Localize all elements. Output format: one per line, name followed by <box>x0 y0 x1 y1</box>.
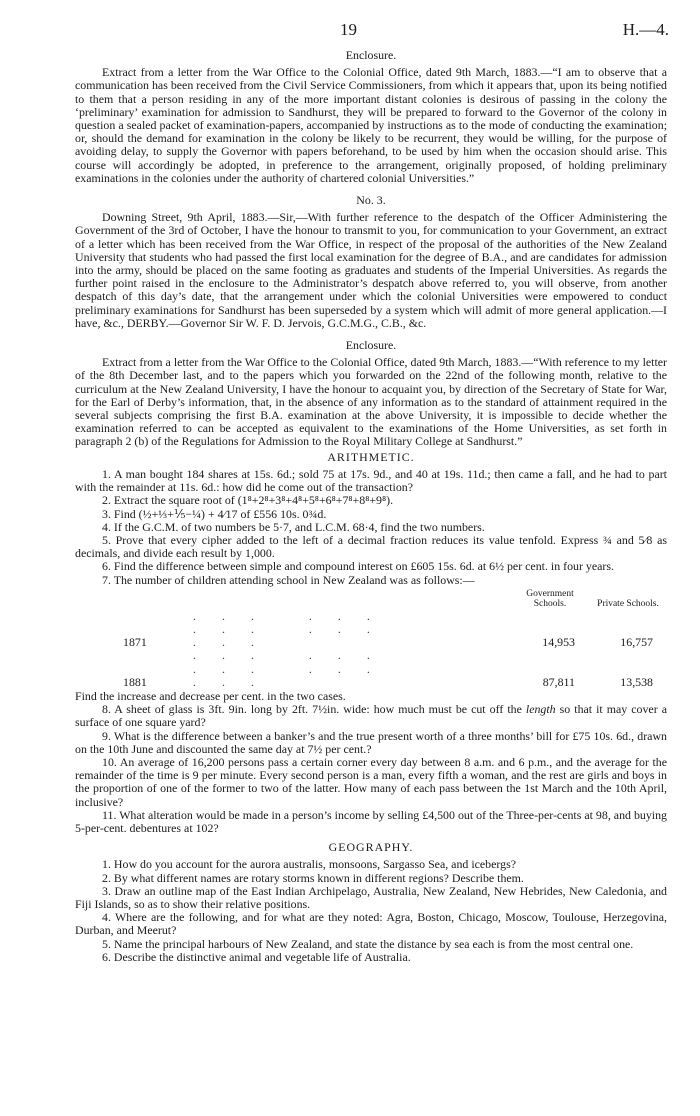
year-cell: 1881 <box>123 674 147 689</box>
question-text: Extract the square root of (1⁸+2⁸+3⁸+4⁸+5⁸+6⁸+7⁸+8⁸+9⁸). <box>113 493 394 508</box>
section-heading: No. 3. <box>356 193 386 208</box>
question-text: Describe the distinctive animal and vegetable life of Australia. <box>113 949 411 964</box>
question-number: 5. <box>102 936 111 951</box>
document-page <box>75 0 667 964</box>
paragraph: Extract from a letter from the War Office to the Colonial Office, dated 9th March, 1883.—“With reference to my letter of the 8th December last, and to the papers which you forwarded on the 22nd of the following month, relative to the curriculum at the New Zealand University, I have the honour to acquaint you, by direction of the Secretary of State for War, for the Earl of Derby’s information, that, in the absence of any information as to the standard of attainment required in the several subjects comprising the first B.A. examination at the above University, it is impossible to decide whether the examination referred to can be accepted as equivalent to the examinations of the Home Universities, as set forth in paragraph 2 (b) of the Regulations for Admission to the Royal Military College at Sandhurst.” <box>75 355 667 449</box>
leader-dots: ... ... ... ... ... <box>193 608 396 650</box>
question-text: Name the principal harbours of New Zealand, and state the distance by sea each is from the most central one. <box>113 936 634 951</box>
question-text: A sheet of glass is 3ft. 9in. long by 2ft. 7½in. wide: how much must be cut off the <box>114 702 526 717</box>
table-row <box>75 649 667 689</box>
question <box>75 951 667 964</box>
question <box>75 534 667 560</box>
question-text: Where are the following, and for what are they noted: Agra, Boston, Chicago, Moscow, Toulouse, Herzegovina, Durban, and Meerut? <box>75 910 667 938</box>
question-number: 6. <box>102 559 111 574</box>
question <box>75 756 667 809</box>
private-cell: 13,538 <box>620 674 653 689</box>
question-number: 4. <box>102 519 111 534</box>
paragraph: Extract from a letter from the War Office to the Colonial Office, dated 9th March, 1883.—“I am to observe that a communication has been received from the Civil Service Commissioners, from which it appears that, upon its being notified to them that a person residing in any of the more important distant colonies is desirous of passing in the colony the ‘preliminary’ examination for admission to Sandhurst, they will be prepared to forward to the Governor of the colony in question a sealed packet of examination-papers, accompanied by instructions as to the mode of conducting the examination; or, should the demand for examination in the colony be likely to be recurrent, they would be willing, for the purpose of avoiding delay, to supply the Governor with papers beforehand, to be used by him when the occasion should arise. This course will accordingly be adopted, in preference to the arrangement, originally proposed, of holding preliminary examinations in the colonies under the authority of chartered colonial Universities.” <box>75 65 667 185</box>
leader-dots: ... ... ... ... ... <box>193 648 396 689</box>
question-text: If the G.C.M. of two numbers be 5·7, and L.C.M. 68·4, find the two numbers. <box>113 519 485 534</box>
government-cell: 87,811 <box>542 674 575 689</box>
government-cell: 14,953 <box>542 635 575 650</box>
question-text: The number of children attending school in New Zealand was as follows:— <box>113 572 475 587</box>
question-number: 8. <box>102 702 111 717</box>
question-text: Find (½+⅓+⅕−¼) + 4⁄17 of £556 10s. 0¾d. <box>113 506 327 521</box>
emphasis: length <box>525 702 556 717</box>
question <box>75 468 667 494</box>
question-text: How do you account for the aurora australis, monsoons, Sargasso Sea, and icebergs? <box>113 857 516 872</box>
question-number: 9. <box>102 728 111 743</box>
question-number: 1. <box>102 857 111 872</box>
question-number: 3. <box>102 883 111 898</box>
geography-heading: GEOGRAPHY. <box>328 840 414 855</box>
question-number: 3. <box>102 506 111 521</box>
page-header <box>75 0 667 40</box>
question-number: 2. <box>102 493 111 508</box>
column-header-private: Private Schools. <box>597 599 659 610</box>
question-text: What alteration would be made in a person’s income by selling £4,500 out of the Three-per-cents at 98, and buying 5-per-cent. debentures at 102? <box>75 807 667 835</box>
year-cell: 1871 <box>123 635 147 650</box>
question-number: 6. <box>102 949 111 964</box>
school-attendance-table <box>75 589 667 689</box>
arithmetic-heading: ARITHMETIC. <box>327 449 415 464</box>
question-text: so that it may cover a surface of one square yard? <box>75 702 667 730</box>
question-text: A man bought 184 shares at 15s. 6d.; sold 75 at 17s. 9d., and 40 at 19s. 11d.; then came a fall, and he had to part with the remainder at 11s. 6d.: how did he come out of the transaction? <box>75 466 667 495</box>
section-heading: Enclosure. <box>345 338 397 353</box>
question-text: What is the difference between a banker’s and the true present worth of a three months’ bill for £75 10s. 6d., drawn on the 10th June and discounted the same day at 7½ per cent.? <box>75 728 667 756</box>
question-number: 7. <box>102 572 111 587</box>
question-number: 10. <box>102 754 117 769</box>
question-number: 5. <box>102 532 111 547</box>
page-number: 19 <box>340 20 357 39</box>
question-number: 1. <box>102 466 111 481</box>
question-text: An average of 16,200 persons pass a certain corner every day between 8 a.m. and 6 p.m., and the average for the remainder of the time is 9 per minute. Every second person is a man, every fifth a woman, and the rest are girls and boys in the proportion of one of the former to two of the latter. How many of each pass between the 1st March and the 10th April, inclusive? <box>75 754 667 809</box>
section-heading: Enclosure. <box>345 48 397 62</box>
question <box>75 730 667 756</box>
table-row <box>75 610 667 650</box>
question <box>75 703 667 729</box>
paragraph: Downing Street, 9th April, 1883.—Sir,—With further reference to the despatch of the Officer Administering the Government of the 3rd of October, I have the honour to transmit to you, for communication to your Government, an extract of a letter which has been received from the War Office, in respect of the proposal of the authorities of the New Zealand University that students who had passed the first local examination for the degree of B.A., and are candidates for admission into the army, should be placed on the same footing as graduates and students of the Imperial Universities. As regards the further point raised in the enclosure to the Administrator’s despatch above referred to, you will observe, from another despatch of this day’s date, that the arrangement under which the colonial Universities were empowered to conduct preliminary examinations for Sandhurst has been superseded by a system which will admit of more general application.—I have, &c., DERBY.—Governor Sir W. F. D. Jervois, G.C.M.G., C.B., &c. <box>75 210 667 330</box>
question-text: Prove that every cipher added to the left of a decimal fraction reduces its value tenfold. Express ¾ and 5⁄8 as decimals, and divide each result by 1,000. <box>75 532 667 561</box>
question-number: 11. <box>102 807 117 822</box>
private-cell: 16,757 <box>620 635 653 650</box>
question-tail: Find the increase and decrease per cent. in the two cases. <box>75 688 346 703</box>
column-header-government: Government Schools. <box>526 588 574 610</box>
document-reference: H.—4. <box>622 20 669 39</box>
question <box>75 574 667 587</box>
question <box>75 911 667 937</box>
question <box>75 885 667 911</box>
question-text: Find the difference between simple and compound interest on £605 15s. 6d. at 6½ per cent. in four years. <box>113 559 614 574</box>
question <box>75 809 667 835</box>
question-number: 2. <box>102 870 111 885</box>
question-number: 4. <box>102 910 111 925</box>
question-text: By what different names are rotary storms known in different regions? Describe them. <box>113 870 524 885</box>
question-text: Draw an outline map of the East Indian Archipelago, Australia, New Zealand, New Hebrides, New Caledonia, and Fiji Islands, so as to show their relative positions. <box>75 883 667 911</box>
